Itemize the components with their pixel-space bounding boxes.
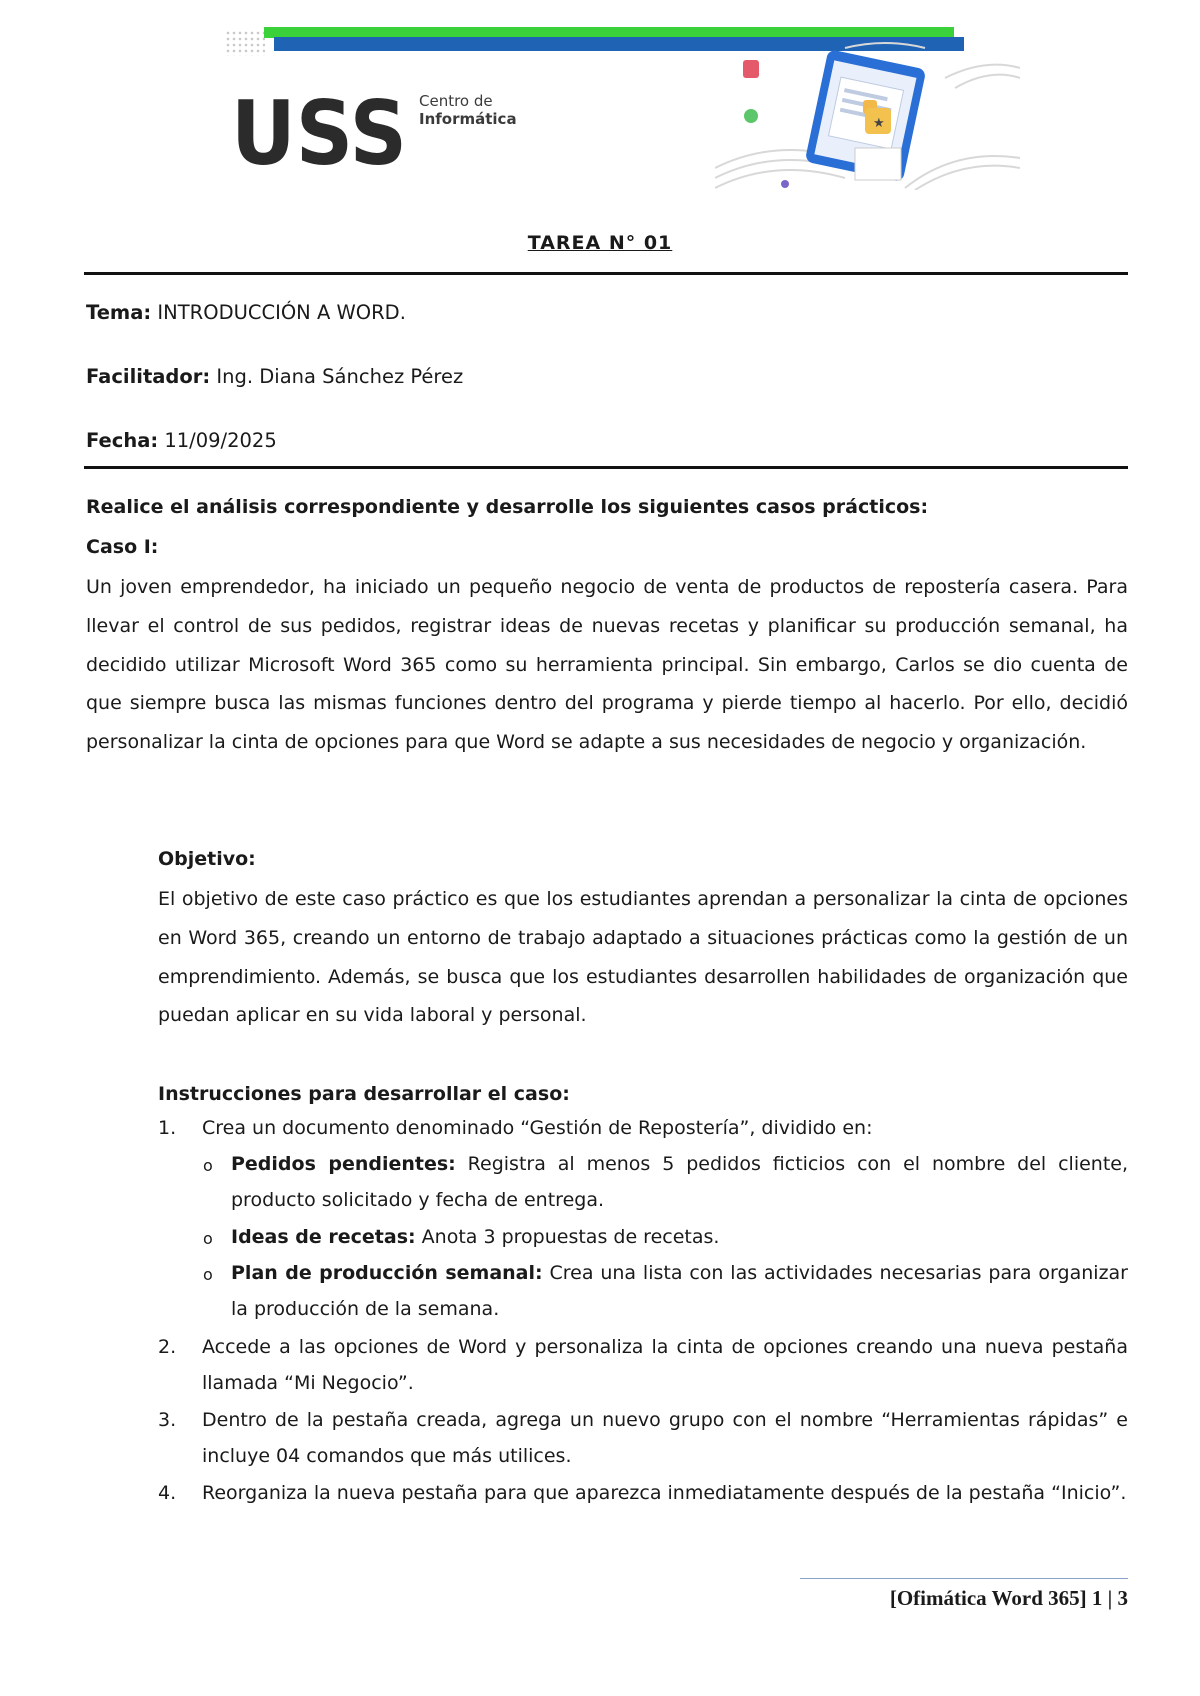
instruction-number: 4.	[158, 1482, 177, 1504]
instruction-item	[158, 1329, 1128, 1401]
instruction-text: Dentro de la pestaña creada, agrega un nuevo grupo con el nombre “Herramientas rápidas” e incluye 04 comandos que más utilices.	[202, 1409, 1128, 1467]
meta-topic-label: Tema:	[86, 301, 152, 324]
subitem-production-plan	[203, 1255, 1128, 1327]
subitem-label: Plan de producción semanal:	[231, 1262, 543, 1284]
page-footer: [Ofimática Word 365] 1 | 3	[889, 1586, 1128, 1610]
meta-date-value: 11/09/2025	[158, 429, 277, 452]
instruction-text: Reorganiza la nueva pestaña para que aparezca inmediatamente después de la pestaña “Inicio”.	[202, 1482, 1127, 1504]
header-illustration	[715, 38, 1020, 190]
instructions-heading: Instrucciones para desarrollar el caso:	[158, 1083, 570, 1105]
intro-heading: Realice el análisis correspondiente y desarrolle los siguientes casos prácticos:	[86, 496, 929, 518]
logo-subtitle	[419, 92, 517, 128]
footer-divider	[800, 1578, 1128, 1579]
document-title: TAREA N° 01	[527, 232, 673, 254]
objective-text: El objetivo de este caso práctico es que los estudiantes aprendan a personalizar la cinta de opciones en Word 365, creando un entorno de trabajo adaptado a situaciones prácticas como la gestión de un emprendimiento. Además, se busca que los estudiantes desarrollen habilidades de organización que puedan aplicar en su vida laboral y personal.	[158, 888, 1128, 1027]
meta-topic	[86, 301, 406, 324]
subitem-text: Anota 3 propuestas de recetas.	[415, 1226, 720, 1248]
uss-logo-text: USS	[231, 92, 407, 172]
meta-date	[86, 429, 277, 452]
instruction-text: Accede a las opciones de Word y personaliza la cinta de opciones creando una nueva pestaña llamada “Mi Negocio”.	[202, 1336, 1128, 1394]
subitem-label: Pedidos pendientes:	[231, 1153, 456, 1175]
instruction-item	[158, 1110, 1128, 1146]
divider-bottom	[84, 466, 1128, 469]
bullet-icon: o	[203, 1229, 213, 1248]
uss-logo	[231, 92, 411, 172]
meta-topic-value: INTRODUCCIÓN A WORD.	[151, 301, 406, 324]
subitem-pending-orders	[203, 1146, 1129, 1218]
subitem-label: Ideas de recetas:	[231, 1226, 416, 1248]
subitem-text: Registra al menos 5 pedidos ficticios con el nombre del cliente, producto solicitado y fecha de entrega.	[231, 1153, 1129, 1211]
bullet-icon: o	[203, 1156, 213, 1175]
meta-date-label: Fecha:	[86, 429, 159, 452]
meta-facilitator-value: Ing. Diana Sánchez Pérez	[210, 365, 464, 388]
bullet-icon: o	[203, 1265, 213, 1284]
instruction-number: 3.	[158, 1409, 177, 1431]
instruction-number: 1.	[158, 1117, 177, 1139]
case-heading: Caso I:	[86, 536, 159, 558]
instruction-item	[158, 1402, 1128, 1474]
logo-subtitle-line1: Centro de	[419, 92, 493, 110]
instruction-item	[158, 1475, 1128, 1511]
decorative-dots	[225, 30, 265, 56]
instruction-number: 2.	[158, 1336, 177, 1358]
logo-subtitle-line2: Informática	[419, 110, 517, 128]
objective-heading: Objetivo:	[158, 848, 256, 870]
svg-text:★: ★	[873, 116, 885, 131]
divider-top	[84, 272, 1128, 275]
meta-facilitator-label: Facilitador:	[86, 365, 211, 388]
subitem-text: Crea una lista con las actividades necesarias para organizar la producción de la semana.	[231, 1262, 1128, 1320]
meta-facilitator	[86, 365, 463, 388]
case-description: Un joven emprendedor, ha iniciado un pequeño negocio de venta de productos de repostería casera. Para llevar el control de sus pedidos, registrar ideas de nuevas recetas y planificar su producción semanal, ha decidido utilizar Microsoft Word 365 como su herramienta principal. Sin embargo, Carlos se dio cuenta de que siempre busca las mismas funciones dentro del programa y pierde tiempo al hacerlo. Por ello, decidió personalizar la cinta de opciones para que Word se adapte a sus necesidades de negocio y organización.	[86, 576, 1128, 754]
subitem-recipe-ideas	[203, 1219, 1128, 1255]
instruction-text: Crea un documento denominado “Gestión de Repostería”, dividido en:	[202, 1117, 873, 1139]
